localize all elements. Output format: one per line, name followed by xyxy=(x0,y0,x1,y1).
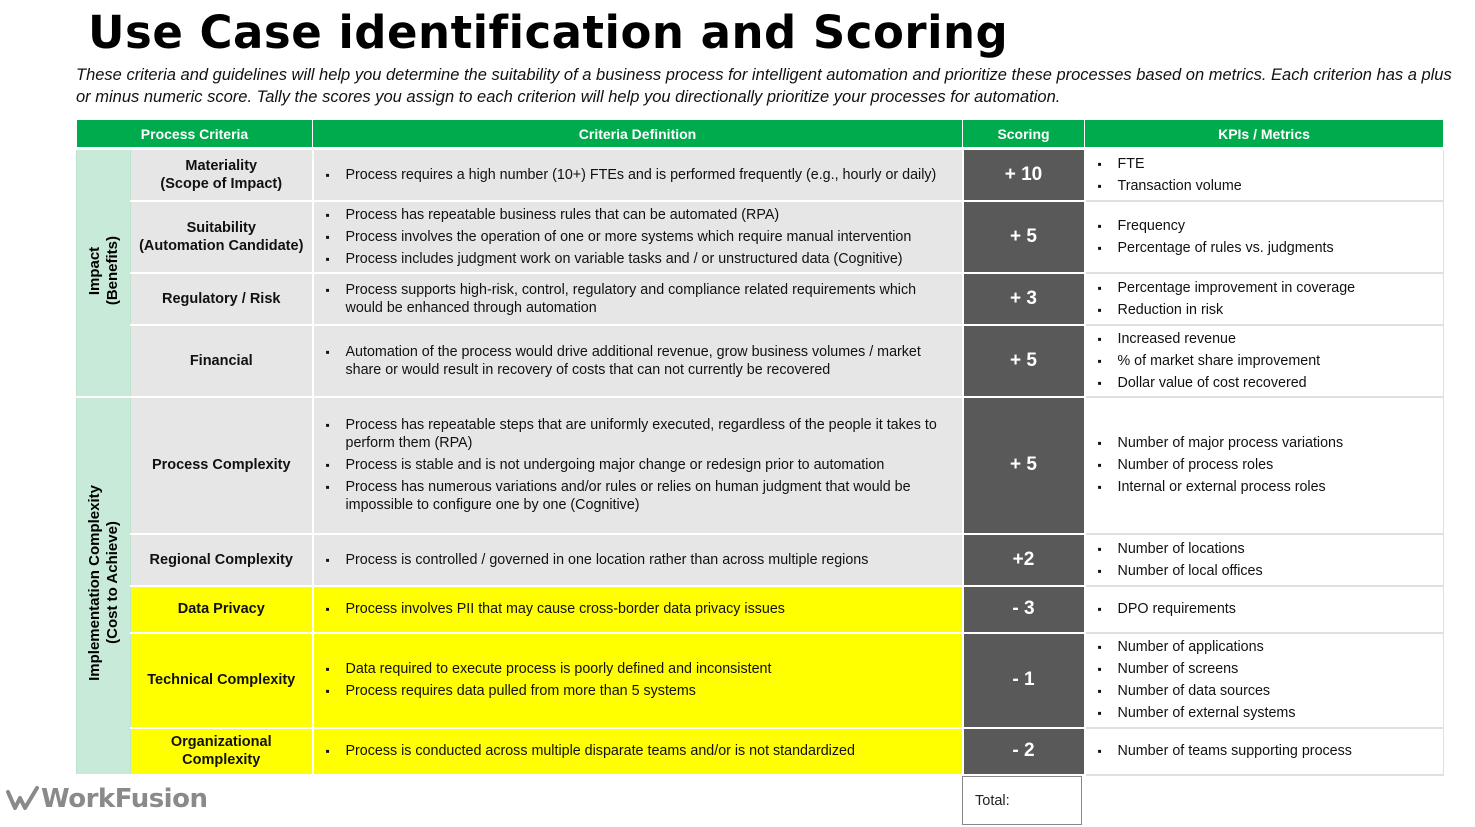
criterion-name: Materiality (Scope of Impact) xyxy=(131,149,313,201)
table-row xyxy=(77,633,1444,728)
workfusion-logo xyxy=(6,784,207,814)
table-row xyxy=(77,325,1444,397)
header-scoring: Scoring xyxy=(963,120,1085,149)
kpi-bullet: ▪ Dollar value of cost recovered xyxy=(1098,372,1436,394)
kpi-bullet: ▪ Number of external systems xyxy=(1098,702,1436,724)
kpi-bullet: ▪ FTE xyxy=(1098,153,1436,175)
group-label-line2: (Benefits) xyxy=(103,235,121,305)
definition-bullet: ▪ Data required to execute process is poorly defined and inconsistent xyxy=(326,660,952,678)
score-value: + 5 xyxy=(963,201,1085,273)
kpi-bullet: ▪ Internal or external process roles xyxy=(1098,476,1436,498)
table-row xyxy=(77,728,1444,775)
score-value: + 5 xyxy=(963,325,1085,397)
score-value: - 2 xyxy=(963,728,1085,775)
group-label-line2: (Cost to Achieve) xyxy=(103,521,121,645)
kpi-metrics xyxy=(1085,728,1444,775)
kpi-bullet: ▪ Percentage improvement in coverage xyxy=(1098,277,1436,299)
table-row xyxy=(77,534,1444,586)
score-value: - 1 xyxy=(963,633,1085,728)
table-body xyxy=(77,149,1444,775)
criterion-definition xyxy=(313,273,963,325)
kpi-bullet: ▪ Number of teams supporting process xyxy=(1098,740,1436,762)
kpi-bullet: ▪ Transaction volume xyxy=(1098,175,1436,197)
definition-bullet: ▪ Process is controlled / governed in one location rather than across multiple regions xyxy=(326,551,952,569)
header-kpis-metrics: KPIs / Metrics xyxy=(1085,120,1444,149)
definition-bullet: ▪ Process involves the operation of one or more systems which require manual intervention xyxy=(326,228,952,246)
criterion-name: Data Privacy xyxy=(131,586,313,633)
criterion-name: Regional Complexity xyxy=(131,534,313,586)
group-label-implementation xyxy=(77,397,131,775)
definition-bullet: ▪ Process has repeatable steps that are uniformly executed, regardless of the people it takes to perform them (RPA) xyxy=(326,416,952,452)
group-label-line1: Impact xyxy=(85,246,103,295)
kpi-bullet: ▪ Number of process roles xyxy=(1098,454,1436,476)
definition-bullet: ▪ Process has numerous variations and/or rules or relies on human judgment that would be impossible to configure one by one (Cognitive) xyxy=(326,478,952,514)
criterion-name: Technical Complexity xyxy=(131,633,313,728)
kpi-metrics xyxy=(1085,586,1444,633)
kpi-metrics xyxy=(1085,633,1444,728)
kpi-bullet: ▪ Percentage of rules vs. judgments xyxy=(1098,237,1436,259)
kpi-bullet: ▪ Reduction in risk xyxy=(1098,299,1436,321)
kpi-bullet: ▪ Frequency xyxy=(1098,215,1436,237)
criterion-definition xyxy=(313,586,963,633)
definition-bullet: ▪ Process involves PII that may cause cross-border data privacy issues xyxy=(326,600,952,618)
kpi-bullet: ▪ Number of applications xyxy=(1098,636,1436,658)
criterion-name: Suitability (Automation Candidate) xyxy=(131,201,313,273)
criteria-table xyxy=(76,119,1444,776)
kpi-bullet: ▪ Number of data sources xyxy=(1098,680,1436,702)
criterion-definition xyxy=(313,633,963,728)
criterion-definition xyxy=(313,149,963,201)
kpi-bullet: ▪ Number of screens xyxy=(1098,658,1436,680)
criterion-name: Financial xyxy=(131,325,313,397)
logo-text: WorkFusion xyxy=(41,784,208,814)
kpi-bullet: ▪ Number of locations xyxy=(1098,538,1436,560)
definition-bullet: ▪ Process is conducted across multiple disparate teams and/or is not standardized xyxy=(326,742,952,760)
criterion-name: Process Complexity xyxy=(131,397,313,534)
total-box[interactable] xyxy=(962,776,1082,825)
kpi-bullet: ▪ DPO requirements xyxy=(1098,598,1436,620)
criterion-definition xyxy=(313,397,963,534)
kpi-metrics xyxy=(1085,273,1444,325)
definition-bullet: ▪ Process supports high-risk, control, regulatory and compliance related requirements which would be enhanced through automation xyxy=(326,281,952,317)
header-criteria-definition: Criteria Definition xyxy=(313,120,963,149)
definition-bullet: ▪ Process requires data pulled from more than 5 systems xyxy=(326,682,952,700)
workfusion-check-icon xyxy=(6,786,40,812)
kpi-bullet: ▪ Increased revenue xyxy=(1098,328,1436,350)
definition-bullet: ▪ Process has repeatable business rules that can be automated (RPA) xyxy=(326,206,952,224)
table-row xyxy=(77,273,1444,325)
group-label-impact xyxy=(77,149,131,397)
total-label: Total: xyxy=(975,793,1010,809)
definition-bullet: ▪ Automation of the process would drive additional revenue, grow business volumes / market share or would result in recovery of costs that can not currently be recovered xyxy=(326,343,952,379)
criterion-definition xyxy=(313,325,963,397)
kpi-metrics xyxy=(1085,325,1444,397)
kpi-metrics xyxy=(1085,149,1444,201)
group-label-text xyxy=(86,485,122,681)
table-row xyxy=(77,149,1444,201)
score-value: + 5 xyxy=(963,397,1085,534)
kpi-metrics xyxy=(1085,397,1444,534)
page-subtitle: These criteria and guidelines will help you determine the suitability of a business process for intelligent automation and prioritize these processes based on metrics. Each criterion has a plus or minus numeric score. Tally the scores you assign to each criterion will help you directionally prioritize your processes for automation. xyxy=(76,66,1452,106)
header-process-criteria: Process Criteria xyxy=(77,120,313,149)
kpi-bullet: ▪ Number of major process variations xyxy=(1098,432,1436,454)
kpi-metrics xyxy=(1085,534,1444,586)
table-row xyxy=(77,201,1444,273)
table-row xyxy=(77,586,1444,633)
kpi-bullet: ▪ Number of local offices xyxy=(1098,560,1436,582)
kpi-metrics xyxy=(1085,201,1444,273)
table-header-row xyxy=(77,120,1444,149)
group-label-text xyxy=(86,236,122,305)
definition-bullet: ▪ Process requires a high number (10+) FTEs and is performed frequently (e.g., hourly or daily) xyxy=(326,166,952,184)
score-value: +2 xyxy=(963,534,1085,586)
criterion-definition xyxy=(313,728,963,775)
criterion-definition xyxy=(313,201,963,273)
kpi-bullet: ▪ % of market share improvement xyxy=(1098,350,1436,372)
page-title: Use Case identification and Scoring xyxy=(88,6,1009,59)
criterion-definition xyxy=(313,534,963,586)
score-value: + 10 xyxy=(963,149,1085,201)
score-value: + 3 xyxy=(963,273,1085,325)
criterion-name: Organizational Complexity xyxy=(131,728,313,775)
group-label-line1: Implementation Complexity xyxy=(85,485,103,681)
score-value: - 3 xyxy=(963,586,1085,633)
table-row xyxy=(77,397,1444,534)
definition-bullet: ▪ Process includes judgment work on variable tasks and / or unstructured data (Cognitive) xyxy=(326,250,952,268)
definition-bullet: ▪ Process is stable and is not undergoing major change or redesign prior to automation xyxy=(326,456,952,474)
criterion-name: Regulatory / Risk xyxy=(131,273,313,325)
